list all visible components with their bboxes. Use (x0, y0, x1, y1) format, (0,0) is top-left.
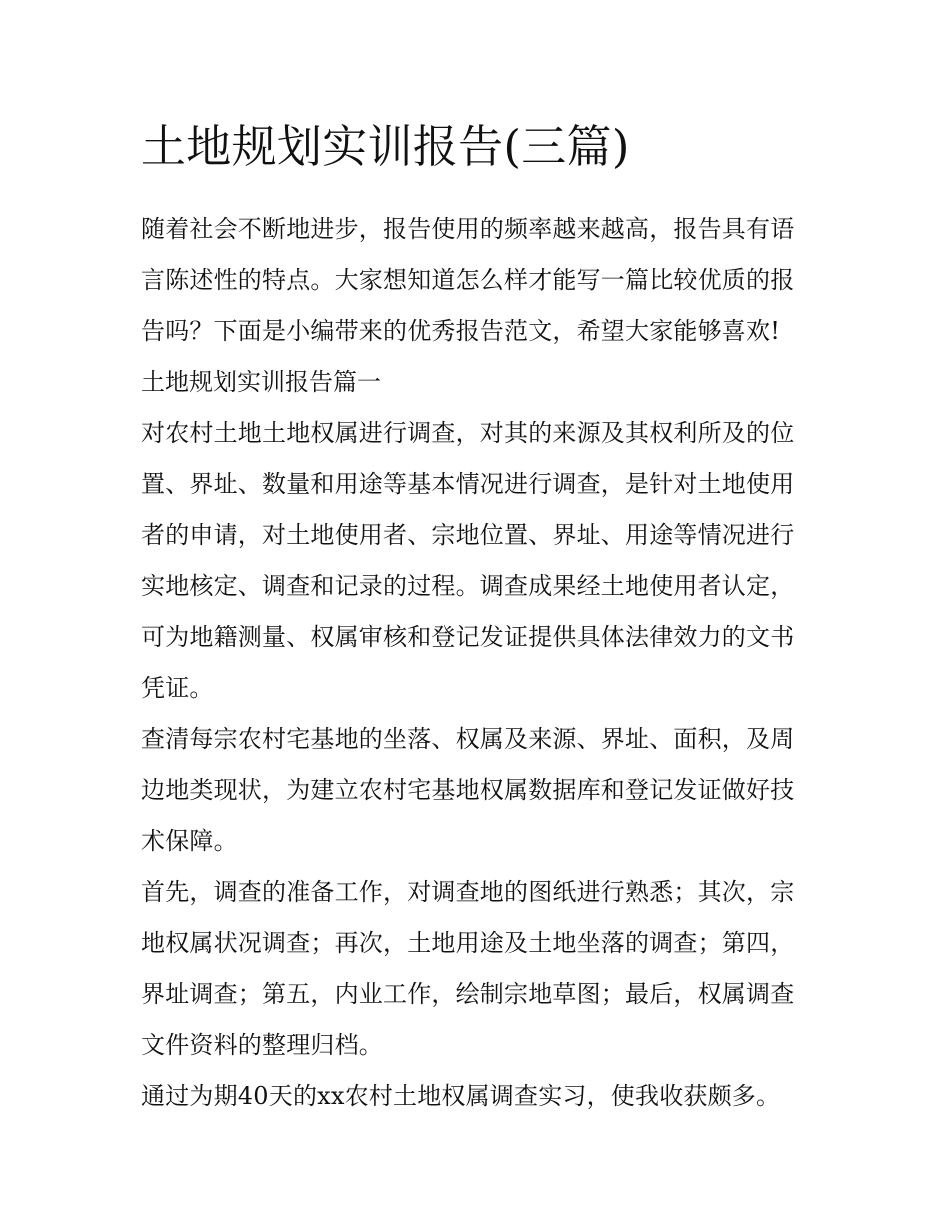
intro-line-1: 随着社会不断地进步，报告使用的频率越来越高，报告具有语 (141, 215, 795, 243)
document-title: 土地规划实训报告(三篇) (141, 120, 630, 173)
intro-line-3: 告吗？下面是小编带来的优秀报告范文，希望大家能够喜欢! (141, 317, 781, 345)
paragraph-line: 可为地籍测量、权属审核和登记发证提供具体法律效力的文书 (141, 623, 795, 651)
paragraph-line: 文件资料的整理归档。 (141, 1031, 383, 1059)
paragraph-line: 凭证。 (141, 674, 214, 702)
paragraph-line: 边地类现状，为建立农村宅基地权属数据库和登记发证做好技 (141, 776, 795, 804)
paragraph-line: 通过为期40天的xx农村土地权属调查实习，使我收获颇多。 (141, 1082, 781, 1110)
paragraph-line: 者的申请，对土地使用者、宗地位置、界址、用途等情况进行 (141, 521, 795, 549)
paragraph-survey-purpose (141, 714, 821, 867)
section-heading: 土地规划实训报告篇一 (141, 368, 381, 396)
paragraph-line: 术保障。 (141, 827, 238, 855)
paragraph-line: 界址调查；第五，内业工作，绘制宗地草图；最后，权属调查 (141, 980, 795, 1008)
paragraph-survey-steps (141, 867, 821, 1071)
intro-paragraph (141, 204, 821, 357)
paragraph-line: 首先，调查的准备工作，对调查地的图纸进行熟悉；其次，宗 (141, 878, 795, 906)
paragraph-line: 地权属状况调查；再次，土地用途及土地坐落的调查；第四， (141, 929, 795, 957)
intro-line-2: 言陈述性的特点。大家想知道怎么样才能写一篇比较优质的报 (141, 266, 795, 294)
paragraph-line: 实地核定、调查和记录的过程。调查成果经土地使用者认定， (141, 572, 795, 600)
document-body (141, 112, 821, 1122)
paragraph-survey-definition (141, 408, 821, 714)
paragraph-line: 查清每宗农村宅基地的坐落、权属及来源、界址、面积，及周 (141, 725, 795, 753)
paragraph-line: 对农村土地土地权属进行调查，对其的来源及其权利所及的位 (141, 419, 795, 447)
paragraph-internship-summary (141, 1071, 821, 1122)
paragraph-line: 置、界址、数量和用途等基本情况进行调查，是针对土地使用 (141, 470, 795, 498)
